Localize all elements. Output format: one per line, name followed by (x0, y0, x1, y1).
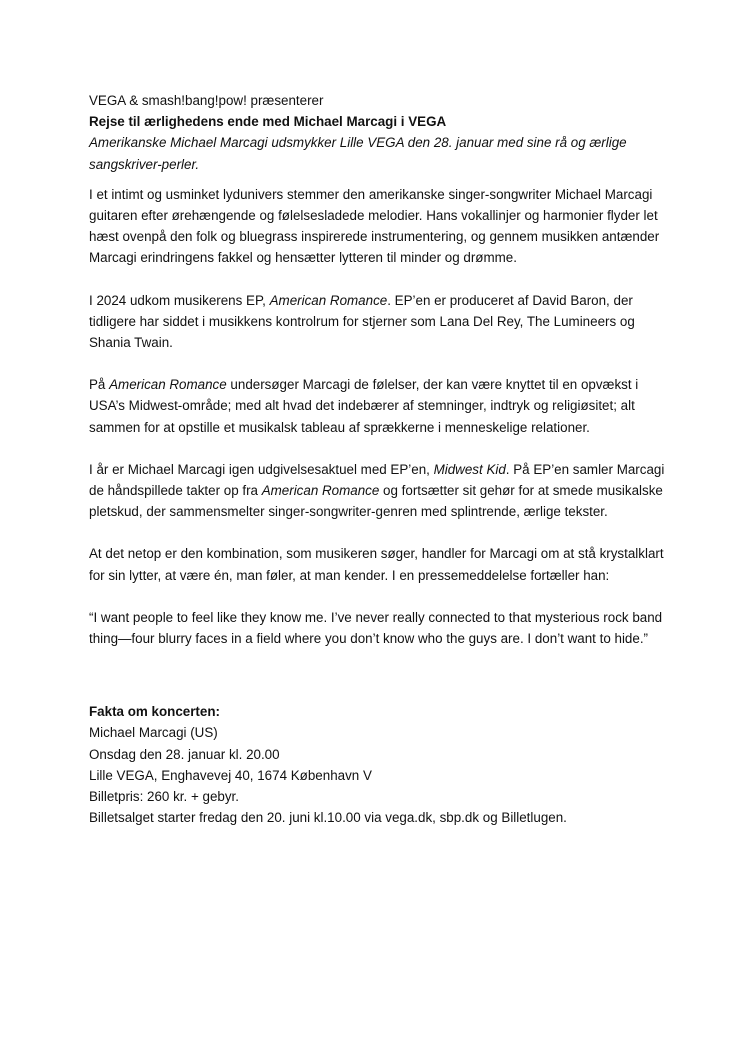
facts-title: Fakta om koncerten: (89, 704, 220, 720)
ep-title: American Romance (269, 292, 388, 308)
headline: Rejse til ærlighedens ende med Michael Marcagi i VEGA (89, 114, 447, 130)
press-release (89, 90, 669, 828)
body-paragraph-3 (89, 374, 669, 438)
text-span: undersøger Marcagi de følelser, der kan være knyttet til en opvækst i USA’s Midwest-område; med alt hvad det indebærer af stemninger, indtryk og religiøsitet; alt sammen for at opstille et musikalsk tableau af sprækkerne i menneskelige relationer. (89, 377, 639, 435)
facts-line: Billetpris: 260 kr. + gebyr. (89, 789, 239, 805)
body-paragraph-4 (89, 459, 669, 523)
artist-quote: “I want people to feel like they know me. I’ve never really connected to that mysterious rock band thing—four blurry faces in a field where you don’t know who the guys are. I don’t want to hide.” (89, 609, 663, 647)
ep-title: Midwest Kid (433, 461, 506, 477)
text-span: I år er Michael Marcagi igen udgivelsesaktuel med EP’en, (89, 461, 434, 477)
facts-line: Onsdag den 28. januar kl. 20.00 (89, 746, 280, 762)
body-paragraph-2 (89, 290, 669, 354)
facts-line: Lille VEGA, Enghavevej 40, 1674 København V (89, 767, 372, 783)
text-span: I 2024 udkom musikerens EP, (89, 292, 270, 308)
ep-title: American Romance (261, 483, 380, 499)
text-span: . På EP’en samler Marcagi de håndspillede takter op fra (89, 461, 665, 499)
body-paragraph-1: I et intimt og usminket lydunivers stemmer den amerikanske singer-songwriter Michael Marcagi guitaren efter ørehængende og følelsesladede melodier. Hans vokallinjer og harmonier flyder let hæst ovenpå den folk og bluegrass inspirerede instrumentering, og gennem musikken antænder Marcagi erindringens fakkel og hensætter lytteren til minder og drømme. (89, 186, 660, 266)
facts-line: Michael Marcagi (US) (89, 725, 218, 741)
facts-line: Billetsalget starter fredag den 20. juni kl.10.00 via vega.dk, sbp.dk og Billetlugen. (89, 810, 567, 826)
text-span: På (89, 377, 110, 393)
text-span: . EP’en er produceret af David Baron, der tidligere har siddet i musikkens kontrolrum for stjerner som Lana Del Rey, The Lumineers og Shania Twain. (89, 292, 635, 351)
ep-title: American Romance (109, 377, 227, 393)
intro-block (89, 90, 669, 175)
lede: Amerikanske Michael Marcagi udsmykker Lille VEGA den 28. januar med sine rå og ærlige sangskriver-perler. (89, 135, 627, 172)
facts-block (89, 701, 669, 828)
presenter-line: VEGA & smash!bang!pow! præsenterer (89, 93, 324, 108)
body-paragraph-5: At det netop er den kombination, som musikeren søger, handler for Marcagi om at stå krystalklart for sin lytter, at være én, man føler, at man kender. I en pressemeddelelse fortæller han: (89, 546, 664, 583)
text-span: og fortsætter sit gehør for at smede musikalske pletskud, der sammensmelter singer-songwriter-genren med splintrende, ærlige tekster. (89, 483, 663, 520)
